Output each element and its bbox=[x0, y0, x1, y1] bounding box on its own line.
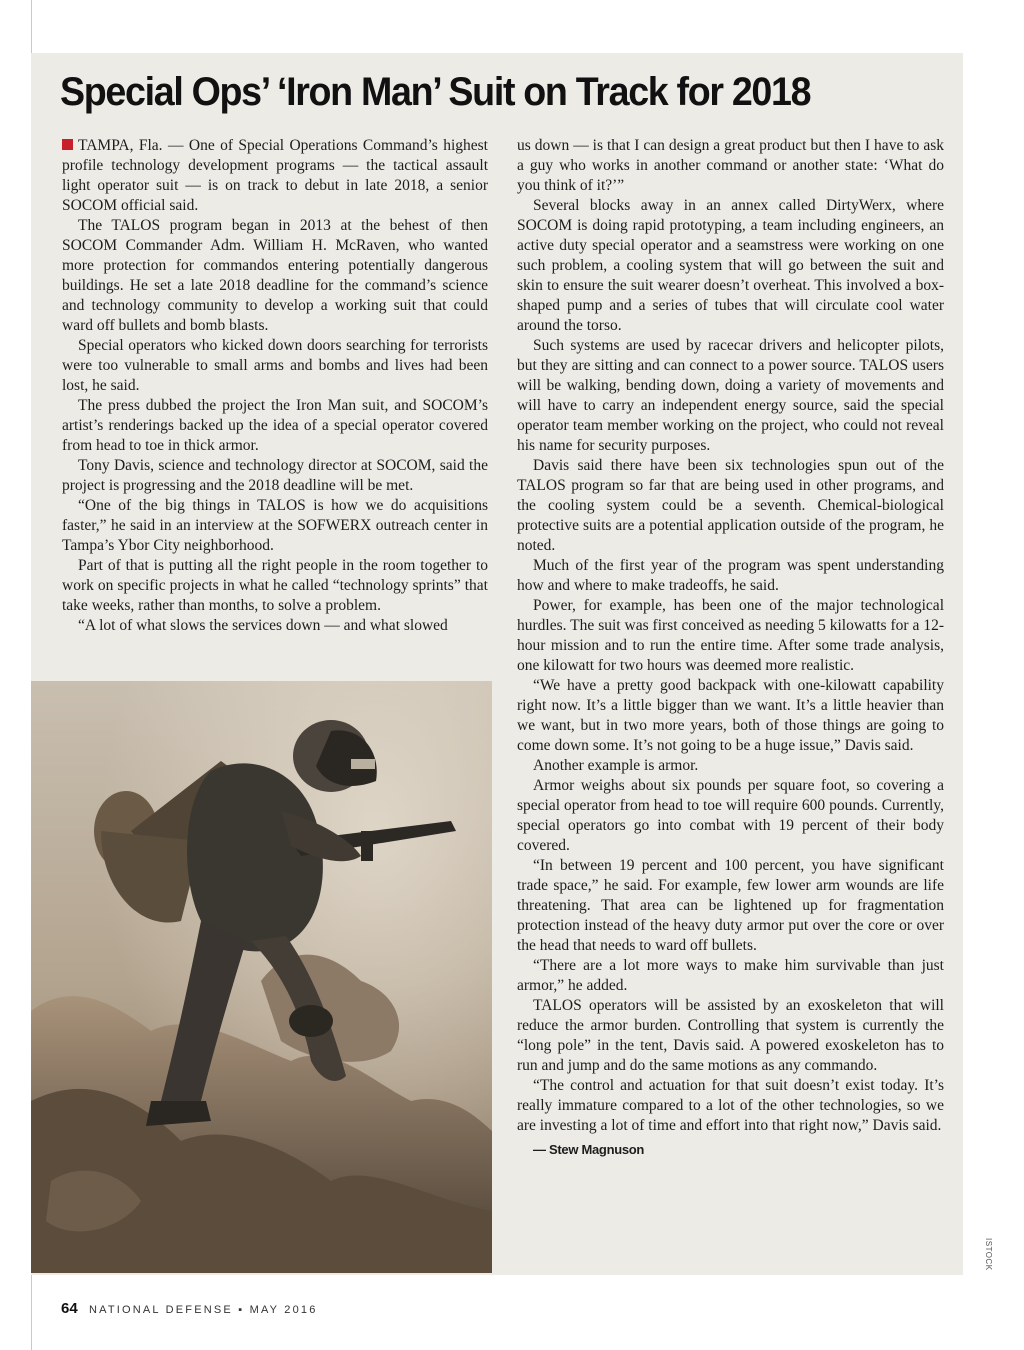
paragraph: us down — is that I can design a great product but then I have to ask a guy who works in another command or another state: ‘What do you think of it?’” bbox=[517, 137, 944, 194]
article-column-left bbox=[62, 136, 488, 676]
paragraph: Tony Davis, science and technology director at SOCOM, said the project is progressing and the 2018 deadline will be met. bbox=[62, 457, 488, 494]
section-marker-icon bbox=[62, 139, 73, 150]
paragraph: Such systems are used by racecar drivers and helicopter pilots, but they are sitting and can connect to a power source. TALOS users will be walking, bending down, doing a variety of movements and will have to carry an independent energy source, said the special operator team member working on the project, who could not reveal his name for security purposes. bbox=[517, 337, 944, 454]
article-headline: Special Ops’ ‘Iron Man’ Suit on Track for 2018 bbox=[60, 70, 811, 114]
paragraph: “One of the big things in TALOS is how we do acquisitions faster,” he said in an interview at the SOFWERX outreach center in Tampa’s Ybor City neighborhood. bbox=[62, 497, 488, 554]
article-column-right bbox=[517, 136, 944, 1236]
paragraph: TAMPA, Fla. — One of Special Operations Command’s highest profile technology development programs — the tactical assault light operator suit — is on track to debut in late 2018, a senior SOCOM official said. bbox=[62, 137, 488, 214]
paragraph: Special operators who kicked down doors searching for terrorists were too vulnerable to small arms and bombs and lives had been lost, he said. bbox=[62, 337, 488, 394]
talos-suit-illustration bbox=[31, 681, 492, 1273]
paragraph: “We have a pretty good backpack with one-kilowatt capability right now. It’s a little bigger than we want. It’s a little heavier than we want, but in two more years, both of those things are going to come down some. It’s not going to be a huge issue,” Davis said. bbox=[517, 677, 944, 754]
paragraph: Armor weighs about six pounds per square foot, so covering a special operator from head to toe will require 600 pounds. Currently, special operators go into combat with 19 percent of their body covered. bbox=[517, 777, 944, 854]
paragraph: “There are a lot more ways to make him survivable than just armor,” he added. bbox=[517, 957, 944, 994]
paragraph: Davis said there have been six technologies spun out of the TALOS program so far that are being used in other programs, and the cooling system could be a seventh. Chemical-biological protective suits are a potential application outside of the program, he noted. bbox=[517, 457, 944, 554]
paragraph: Power, for example, has been one of the major technological hurdles. The suit was first conceived as needing 5 kilowatts for a 12-hour mission and to run the entire time. After some trade analysis, one kilowatt for two hours was deemed more realistic. bbox=[517, 597, 944, 674]
operator-photo-art bbox=[31, 681, 492, 1273]
paragraph: TALOS operators will be assisted by an exoskeleton that will reduce the armor burden. Controlling that system is currently the “long pole” in the tent, Davis said. A powered exoskeleton has to run and jump and do the same motions as any commando. bbox=[517, 997, 944, 1074]
page-number: 64 bbox=[61, 1300, 78, 1317]
paragraph: “A lot of what slows the services down — and what slowed bbox=[78, 617, 448, 634]
paragraph: The press dubbed the project the Iron Man suit, and SOCOM’s artist’s renderings backed up the idea of a special operator covered from head to toe in thick armor. bbox=[62, 397, 488, 454]
issue-date: MAY 2016 bbox=[249, 1304, 318, 1316]
paragraph: Several blocks away in an annex called DirtyWerx, where SOCOM is doing rapid prototyping, a team including engineers, an active duty special operator and a seamstress were working on one such problem, a cooling system that will go between the suit and skin to ensure the suit wearer doesn’t overheat. This involved a box-shaped pump and a series of tubes that will circulate cool water around the torso. bbox=[517, 197, 944, 334]
paragraph: Another example is armor. bbox=[533, 757, 699, 774]
footer-separator: ▪ bbox=[238, 1304, 245, 1316]
paragraph: Part of that is putting all the right people in the room together to work on specific projects in what he called “technology sprints” that take weeks, rather than months, to solve a problem. bbox=[62, 557, 488, 614]
page-footer bbox=[61, 1300, 318, 1317]
photo-credit: ISTOCK bbox=[984, 1238, 993, 1271]
paragraph: “The control and actuation for that suit doesn’t exist today. It’s really immature compared to a lot of the other technologies, so we are investing a lot of time and effort into that right now,” Davis said. bbox=[517, 1077, 944, 1134]
publication-name: NATIONAL DEFENSE bbox=[88, 1304, 233, 1316]
byline: — Stew Magnuson bbox=[533, 1142, 645, 1157]
paragraph: The TALOS program began in 2013 at the behest of then SOCOM Commander Adm. William H. McRaven, who wanted more protection for commandos entering potentially dangerous buildings. He set a late 2018 deadline for the command’s science and technology community to develop a working suit that could ward off bullets and bomb blasts. bbox=[62, 217, 488, 334]
paragraph: “In between 19 percent and 100 percent, you have significant trade space,” he said. For example, few lower arm wounds are life threatening. That area can be lightened up for fragmentation protection instead of the heavy duty armor put over the core or over the head that needs to ward off bullets. bbox=[517, 857, 944, 954]
paragraph: Much of the first year of the program was spent understanding how and where to make tradeoffs, he said. bbox=[517, 557, 944, 594]
